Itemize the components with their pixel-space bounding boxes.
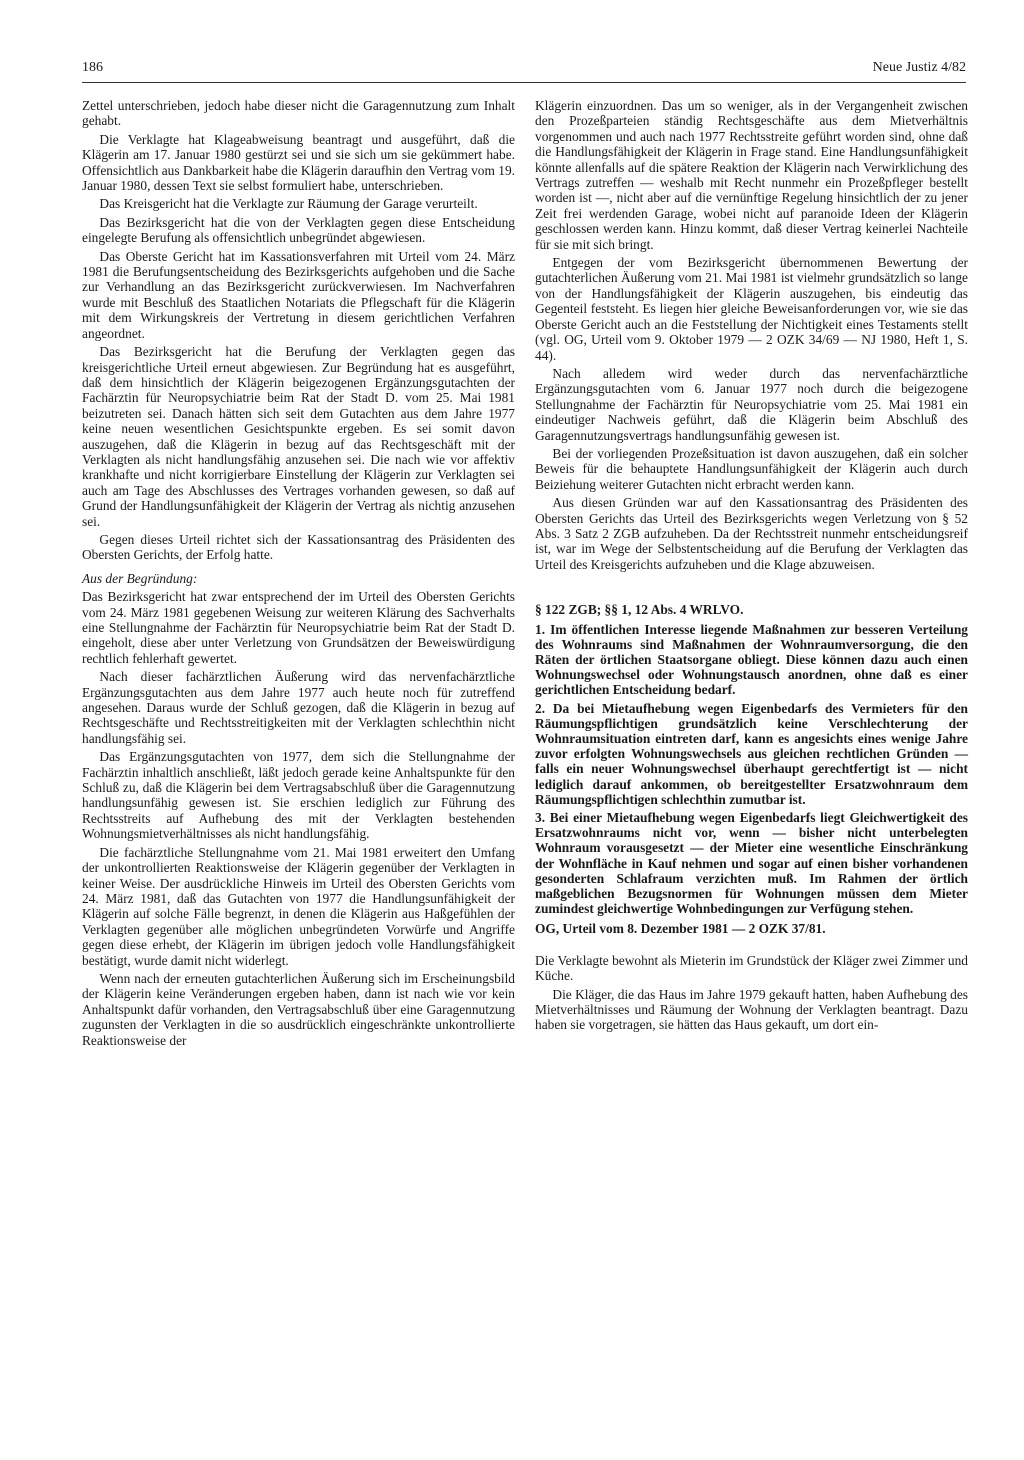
paragraph: Das Bezirksgericht hat die von der Verklagten gegen diese Entscheidung eingelegte Berufung als offensichtlich unbegründet abgewiesen. (82, 214, 515, 246)
paragraph: Das Oberste Gericht hat im Kassationsverfahren mit Urteil vom 24. März 1981 die Berufungsentscheidung des Bezirksgerichts aufgehoben und die Sache zur Verhandlung an das Bezirksgericht zurückverwiesen. Im Nachverfahren wurde mit Beschluß des Staatlichen Notariats die Pflegschaft für die Klägerin mit dem Wirkungskreis der Vertretung in diesem gerichtlichen Verfahren angeordnet. (82, 248, 515, 341)
paragraph: Das Ergänzungsgutachten von 1977, dem sich die Stellungnahme der Fachärztin inhaltlich anschließt, läßt jedoch gerade keine Anhaltspunkte für den Schluß zu, daß die Klägerin bei dem Vertragsabschluß über die Garagennutzung handlungsunfähig gewesen ist. Sie erschien lediglich zur Führung des Rechtsstreits auf Aufhebung des mit der Verklagten bestehenden Wohnungsmietverhältnisses als nicht handlungsfähig. (82, 749, 515, 842)
paragraph: Bei der vorliegenden Prozeßsituation ist davon auszugehen, daß ein solcher Beweis für die behauptete Handlungsunfähigkeit der Klägerin auch durch Beiziehung weiterer Gutachten nicht erbracht werden kann. (535, 445, 968, 492)
paragraph: Aus diesen Gründen war auf den Kassationsantrag des Präsidenten des Obersten Gerichts das Urteil des Bezirksgerichts wegen Verletzung von § 52 Abs. 3 Satz 2 ZGB aufzuheben. Da der Rechtsstreit nunmehr entscheidungsreif ist, war im Wege der Selbstentscheidung auf die Berufung der Verklagten das Urteil des Kreisgerichts aufzuheben und die Klage abzuweisen. (535, 495, 968, 572)
journal-issue: Neue Justiz 4/82 (872, 60, 966, 75)
court-citation: OG, Urteil vom 8. Dezember 1981 — 2 OZK 37/81. (535, 921, 826, 937)
paragraph: Die Verklagte hat Klageabweisung beantragt und ausgeführt, daß die Klägerin am 17. Januar 1980 gestürzt sei und sie sich um sie gekümmert habe. Offensichtlich aus Dankbarkeit habe die Klägerin daraufhin den Vertrag vom 19. Januar 1980, dessen Text sie selbst formuliert habe, unterschrieben. (82, 131, 515, 194)
headnote: 3. Bei einer Mietaufhebung wegen Eigenbedarfs liegt Gleichwertigkeit des Ersatzwohnraums nicht vor, wenn — bisher nicht unterbelegten Wohnraum vorausgesetzt — der Mieter eine wesentliche Einschränkung der Wohnfläche in Kauf nehmen und sogar auf einen bisher vorhandenen gesonderten Schlafraum verzichten muß. Im Rahmen der örtlich maßgeblichen Bezugsnormen für Wohnungen müssen dem Mieter zumindest gleichwertige Wohnbedingungen zur Verfügung stehen. (535, 810, 968, 917)
right-column (535, 98, 968, 1036)
header-rule (82, 82, 966, 83)
page-number: 186 (82, 60, 103, 75)
paragraph: Die fachärztliche Stellungnahme vom 21. Mai 1981 erweitert den Umfang der unkontrollierten Reaktionsweise der Klägerin gegenüber der Verklagten in keiner Weise. Der ausdrückliche Hinweis im Urteil des Obersten Gerichts vom 24. März 1981, daß das Gutachten von 1977 die Handlungsunfähigkeit der Klägerin auf solche Fälle begrenzt, in denen die Klägerin aus Haßgefühlen der Verklagten gegenüber alle möglichen unbegründeten Vorwürfe und Angriffe gegen diese erhebt, der Klägerin im übrigen jedoch volle Handlungsfähigkeit bestätigt, wurde damit nicht widerlegt. (82, 844, 515, 968)
paragraph: Zettel unterschrieben, jedoch habe dieser nicht die Garagennutzung zum Inhalt gehabt. (82, 98, 515, 129)
statute-heading: § 122 ZGB; §§ 1, 12 Abs. 4 WRLVO. (535, 602, 744, 618)
headnote: 2. Da bei Mietaufhebung wegen Eigenbedarfs des Vermieters für den Räumungspflichtigen grundsätzlich keine Verschlechterung der Wohnraumsituation eintreten darf, kann es angesichts eines wenige Jahre zuvor erfolgten Wohnungswechsels aus gleichen rechtlichen Gründen — falls ein neuer Wohnungswechsel überhaupt gerechtfertigt ist — nicht lediglich darauf ankommen, ob bereitgestellter Ersatzwohnraum dem Räumungspflichtigen schlechthin zumutbar ist. (535, 700, 968, 807)
paragraph: Das Bezirksgericht hat die Berufung der Verklagten gegen das kreisgerichtliche Urteil erneut abgewiesen. Zur Begründung hat es ausgeführt, daß dem hinsichtlich der Klägerin beigezogenen Ergänzungsgutachten der Fachärztin für Neuropsychiatrie beim Rat der Stadt D. vom 25. Mai 1981 beizutreten sei. Danach hätten sich seit dem Gutachten aus dem Jahre 1977 keine neuen wesentlichen Gesichtspunkte ergeben. Es sei somit davon auszugehen, daß die Klägerin in bezug auf das Rechtsgeschäft mit der Verklagten als nicht handlungsfähig anzusehen sei. Die nach wie vor affektiv krankhafte und nicht korrigierbare Einstellung der Klägerin zur Verklagten sei auch am Tage des Abschlusses des Vertrages vorhanden gewesen, so daß auf Grund der Handlungsunfähigkeit der Klägerin der Vertrag als nichtig anzusehen sei. (82, 344, 515, 529)
paragraph: Die Verklagte bewohnt als Mieterin im Grundstück der Kläger zwei Zimmer und Küche. (535, 952, 968, 984)
paragraph: Wenn nach der erneuten gutachterlichen Äußerung sich im Erscheinungsbild der Klägerin keine Veränderungen ergeben haben, dann ist nach wie vor kein Anhaltspunkt dafür vorhanden, den Vertragsabschluß über eine Garagennutzung zugunsten der Verklagten in die so ausdrücklich eingeschränkte unkontrollierte Reaktionsweise der (82, 970, 515, 1048)
paragraph: Das Bezirksgericht hat zwar entsprechend der im Urteil des Obersten Gerichts vom 24. März 1981 gegebenen Weisung zur weiteren Klärung des Sachverhalts eine Stellungnahme der Fachärztin für Neuropsychiatrie beim Rat der Stadt D. eingeholt, diese aber unter Verletzung von Grundsätzen der Beweiswürdigung rechtlich fehlerhaft gewertet. (82, 589, 515, 666)
page-header (82, 60, 966, 82)
paragraph: Nach dieser fachärztlichen Äußerung wird das nervenfachärztliche Ergänzungsgutachten aus dem Jahre 1977 auch heute noch für zutreffend angesehen. Daraus wurde der Schluß gezogen, daß die Klägerin in bezug auf Rechtsgeschäfte und Rechtsstreitigkeiten mit der Verklagten schlechthin nicht handlungsfähig sei. (82, 669, 515, 746)
paragraph: Das Kreisgericht hat die Verklagte zur Räumung der Garage verurteilt. (99, 196, 478, 212)
paragraph: Klägerin einzuordnen. Das um so weniger, als in der Vergangenheit zwischen den Prozeßparteien ständig Rechtsgeschäfte aus dem Mietverhältnis vorgenommen und auch nach 1977 Rechtsstreite geführt worden sind, ohne daß die Handlungsfähigkeit der Klägerin in Frage stand. Eine Handlungsunfähigkeit könnte allenfalls auf die spätere Reaktion der Klägerin nach Verwirklichung des Vertrags zutreffen — weshalb mit Recht nunmehr ein Prozeßpfleger bestellt worden ist —, nicht aber auf die vernünftige Regelung hinsichtlich der zu jener Zeit frei werdenden Garage, wobei nicht auf paranoide Ideen der Klägerin geschlossen werden kann. Hinzu kommt, daß dieser Vertrag keinerlei Nachteile für sie mit sich bringt. (535, 98, 968, 252)
paragraph: Nach alledem wird weder durch das nervenfachärztliche Ergänzungsgutachten vom 6. Januar 1977 noch durch die beigezogene Stellungnahme der Fachärztin für Neuropsychiatrie vom 25. Mai 1981 ein eindeutiger Nachweis geführt, daß die Klägerin beim Abschluß des Garagennutzungsvertrags handlungsunfähig gewesen ist. (535, 365, 968, 443)
left-column (82, 98, 515, 1051)
section-heading: Aus der Begründung: (82, 570, 198, 586)
paragraph: Gegen dieses Urteil richtet sich der Kassationsantrag des Präsidenten des Obersten Gerichts, der Erfolg hatte. (82, 531, 515, 563)
paragraph: Entgegen der vom Bezirksgericht übernommenen Bewertung der gutachterlichen Äußerung vom 21. Mai 1981 ist vielmehr grundsätzlich so lange von der Handlungsfähigkeit der Klägerin auszugehen, bis eindeutig das Gegenteil feststeht. Es liegen hier gleiche Beweisanforderungen vor, wie sie das Oberste Gericht auch an die Feststellung der Nichtigkeit eines Testaments stellt (vgl. OG, Urteil vom 9. Oktober 1979 — 2 OZK 34/69 — NJ 1980, Heft 1, S. 44). (535, 255, 968, 363)
headnote: 1. Im öffentlichen Interesse liegende Maßnahmen zur besseren Verteilung des Wohnraums sind Maßnahmen der Wohnraumversorgung, die den Räten der örtlichen Staatsorgane obliegt. Diese können dazu auch einen Wohnungswechsel oder Wohnungstausch anordnen, ohne daß es einer gerichtlichen Entscheidung bedarf. (535, 621, 968, 698)
paragraph: Die Kläger, die das Haus im Jahre 1979 gekauft hatten, haben Aufhebung des Mietverhältnisses und Räumung der Wohnung der Verklagten beantragt. Dazu haben sie vorgetragen, sie hätten das Haus gekauft, um dort ein- (535, 986, 968, 1033)
